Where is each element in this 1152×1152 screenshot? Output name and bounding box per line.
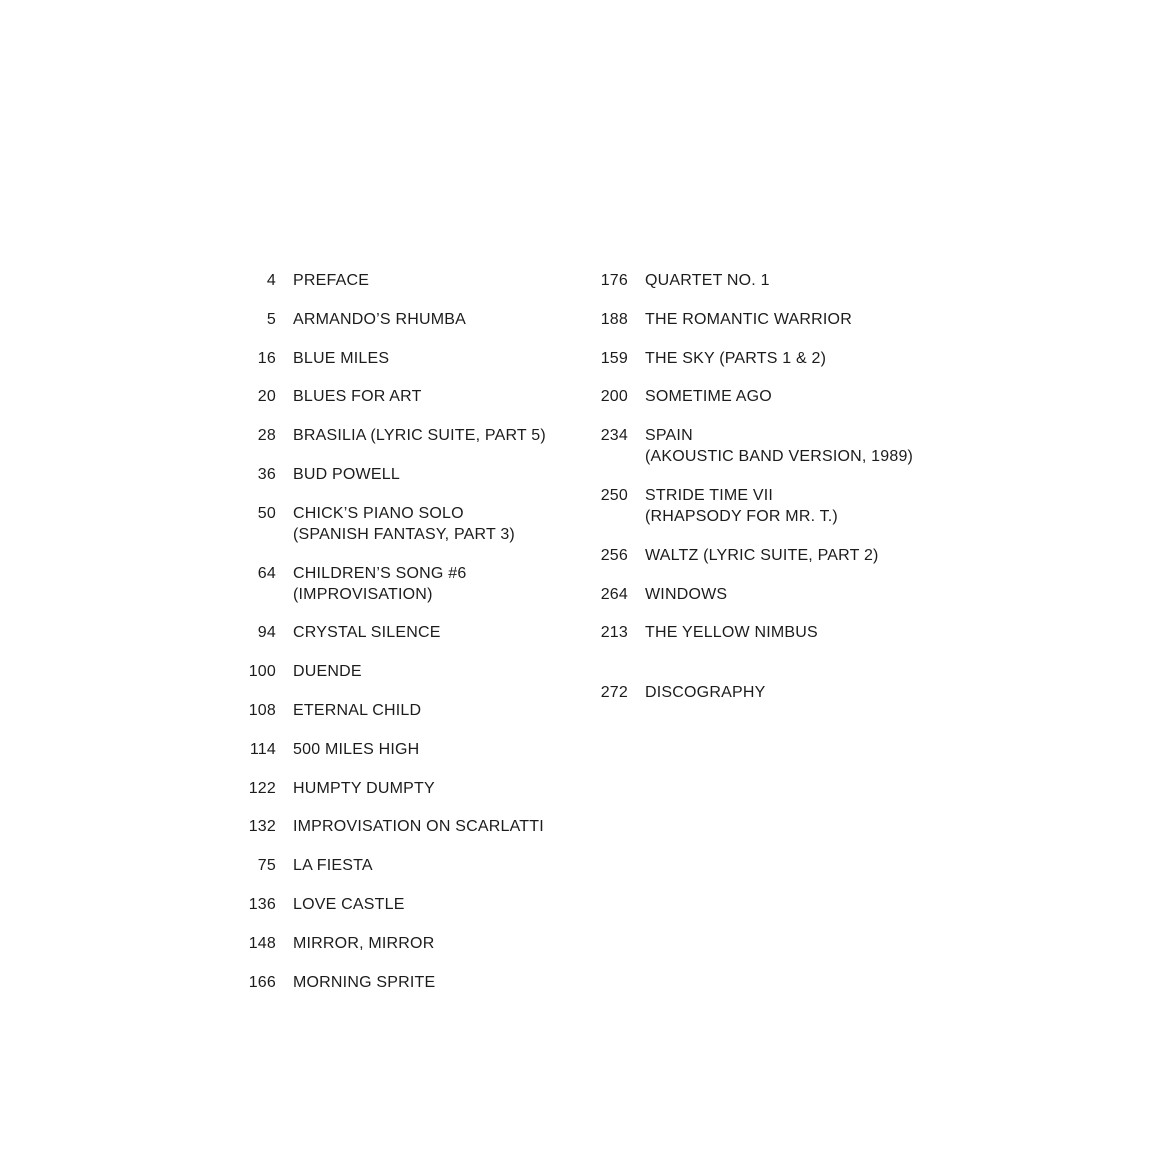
toc-entry xyxy=(572,270,913,291)
toc-entry-title-line: SPAIN xyxy=(645,427,693,445)
toc-entry-title-line: CHILDREN’S SONG #6 xyxy=(293,564,467,582)
toc-entry-title xyxy=(293,778,435,799)
toc-page-number: 100 xyxy=(248,663,276,681)
toc-entry-title-line: CHICK’S PIANO SOLO xyxy=(293,504,464,522)
toc-page-number: 122 xyxy=(248,779,276,797)
toc-entry-title-line: (SPANISH FANTASY, PART 3) xyxy=(293,525,515,543)
toc-entry xyxy=(220,563,546,605)
toc-page-number: 5 xyxy=(266,310,276,328)
toc-page-number: 50 xyxy=(257,504,276,522)
toc-entry xyxy=(220,700,546,721)
toc-entry-title-line: THE SKY (PARTS 1 & 2) xyxy=(645,349,827,367)
toc-entry-title xyxy=(645,425,913,467)
toc-entry xyxy=(220,661,546,682)
toc-entry-title-line: (IMPROVISATION) xyxy=(293,585,433,603)
toc-entry-title-line: MORNING SPRITE xyxy=(293,973,436,991)
toc-entry-title-line: WINDOWS xyxy=(645,585,728,603)
toc-entry-title xyxy=(293,464,400,485)
toc-entry xyxy=(220,778,546,799)
toc-entry xyxy=(220,816,546,837)
toc-page-number: 64 xyxy=(257,564,276,582)
toc-entry-title xyxy=(645,386,772,407)
toc-page-number: 108 xyxy=(248,701,276,719)
toc-entry-title-line: PREFACE xyxy=(293,272,370,289)
toc-entry-title-line: LA FIESTA xyxy=(293,857,373,875)
toc-page-number: 148 xyxy=(248,934,276,952)
toc-entry-title xyxy=(293,563,466,605)
toc-entry-title xyxy=(293,425,546,446)
toc-entry xyxy=(572,485,913,527)
toc-left-column xyxy=(220,270,546,1010)
toc-entry xyxy=(572,622,913,643)
toc-page-number: 4 xyxy=(266,272,276,289)
toc-page-number: 250 xyxy=(600,486,628,504)
toc-page-number: 20 xyxy=(257,388,276,406)
toc-entry-title xyxy=(293,503,515,545)
toc-entry-title-line: DUENDE xyxy=(293,663,362,681)
toc-entry-title-line: QUARTET NO. 1 xyxy=(645,272,770,289)
toc-entry-title-line: BUD POWELL xyxy=(293,465,400,483)
toc-entry xyxy=(220,739,546,760)
toc-entry-title xyxy=(293,661,362,682)
toc-entry-title-line: DISCOGRAPHY xyxy=(645,684,766,702)
toc-entry-title-line: IMPROVISATION ON SCARLATTI xyxy=(293,818,544,836)
toc-entry xyxy=(220,622,546,643)
toc-entry xyxy=(572,584,913,605)
toc-page-number: 114 xyxy=(249,740,276,758)
toc-entry-title xyxy=(293,855,373,876)
toc-entry-title xyxy=(645,545,879,566)
toc-entry xyxy=(220,309,546,330)
toc-page-number: 272 xyxy=(600,684,628,702)
toc-entry xyxy=(572,309,913,330)
toc-entry-title-line: SOMETIME AGO xyxy=(645,388,772,406)
toc-page-number: 159 xyxy=(600,349,628,367)
toc-page-number: 188 xyxy=(600,310,628,328)
toc-page-number: 132 xyxy=(248,818,276,836)
toc-entry xyxy=(220,933,546,954)
toc-entry-title-line: WALTZ (LYRIC SUITE, PART 2) xyxy=(645,546,879,564)
toc-page-number: 16 xyxy=(257,349,276,367)
toc-entry-title xyxy=(293,622,441,643)
toc-entry-title xyxy=(645,270,770,291)
toc-page-number: 256 xyxy=(600,546,628,564)
toc-entry-title-line: BLUES FOR ART xyxy=(293,388,422,406)
toc-entry-title-line: HUMPTY DUMPTY xyxy=(293,779,435,797)
toc-entry-title xyxy=(293,386,422,407)
toc-page-number: 213 xyxy=(600,624,628,642)
toc-page-number: 75 xyxy=(257,857,276,875)
toc-entry-title xyxy=(293,348,389,369)
toc-entry xyxy=(220,464,546,485)
toc-entry-title-line: BRASILIA (LYRIC SUITE, PART 5) xyxy=(293,427,546,445)
toc-entry-title-line: STRIDE TIME VII xyxy=(645,486,774,504)
toc-entry-title-line: MIRROR, MIRROR xyxy=(293,934,435,952)
toc-right-column xyxy=(572,270,913,721)
toc-entry-title-line: 500 MILES HIGH xyxy=(293,740,420,758)
toc-entry-title-line: ETERNAL CHILD xyxy=(293,701,422,719)
toc-page-number: 234 xyxy=(600,427,628,445)
toc-entry xyxy=(572,425,913,467)
toc-page-number: 176 xyxy=(600,272,628,289)
toc-entry-title xyxy=(645,309,852,330)
toc-page-number: 264 xyxy=(600,585,628,603)
toc-entry-title-line: THE YELLOW NIMBUS xyxy=(645,624,818,642)
toc-entry xyxy=(220,348,546,369)
toc-entry xyxy=(220,503,546,545)
toc-entry xyxy=(220,270,546,291)
toc-entry xyxy=(572,545,913,566)
toc-entry-title xyxy=(293,894,405,915)
toc-entry-title xyxy=(293,270,369,291)
toc-entry-title xyxy=(293,739,419,760)
toc-entry-title xyxy=(293,972,435,993)
toc-entry-title xyxy=(293,816,544,837)
toc-entry-title xyxy=(645,348,826,369)
toc-entry-title-line: BLUE MILES xyxy=(293,349,390,367)
toc-page-number: 36 xyxy=(257,465,276,483)
toc-entry-title-line: (RHAPSODY FOR MR. T.) xyxy=(645,507,838,525)
toc-entry-title-line: ARMANDO’S RHUMBA xyxy=(293,310,466,328)
toc-page-number: 28 xyxy=(257,427,276,445)
toc-entry xyxy=(220,855,546,876)
toc-page-number: 200 xyxy=(600,388,628,406)
toc-entry-title xyxy=(293,933,434,954)
toc-page-number: 136 xyxy=(248,895,276,913)
toc-entry xyxy=(572,682,913,703)
toc-page-number: 94 xyxy=(257,624,276,642)
toc-entry-title xyxy=(645,682,765,703)
toc-entry xyxy=(220,972,546,993)
toc-entry-title-line: THE ROMANTIC WARRIOR xyxy=(645,310,852,328)
toc-entry-title-line: CRYSTAL SILENCE xyxy=(293,624,441,642)
toc-entry xyxy=(220,894,546,915)
toc-entry xyxy=(220,386,546,407)
toc-page-number: 166 xyxy=(248,973,276,991)
toc-entry-title xyxy=(293,309,466,330)
toc-entry-title-line: (AKOUSTIC BAND VERSION, 1989) xyxy=(645,448,914,466)
toc-entry-title xyxy=(645,622,818,643)
toc-entry xyxy=(572,386,913,407)
toc-entry-title xyxy=(645,584,727,605)
toc-entry-title xyxy=(645,485,838,527)
toc-entry-title-line: LOVE CASTLE xyxy=(293,895,405,913)
toc-entry xyxy=(572,348,913,369)
toc-entry xyxy=(220,425,546,446)
toc-entry-title xyxy=(293,700,421,721)
